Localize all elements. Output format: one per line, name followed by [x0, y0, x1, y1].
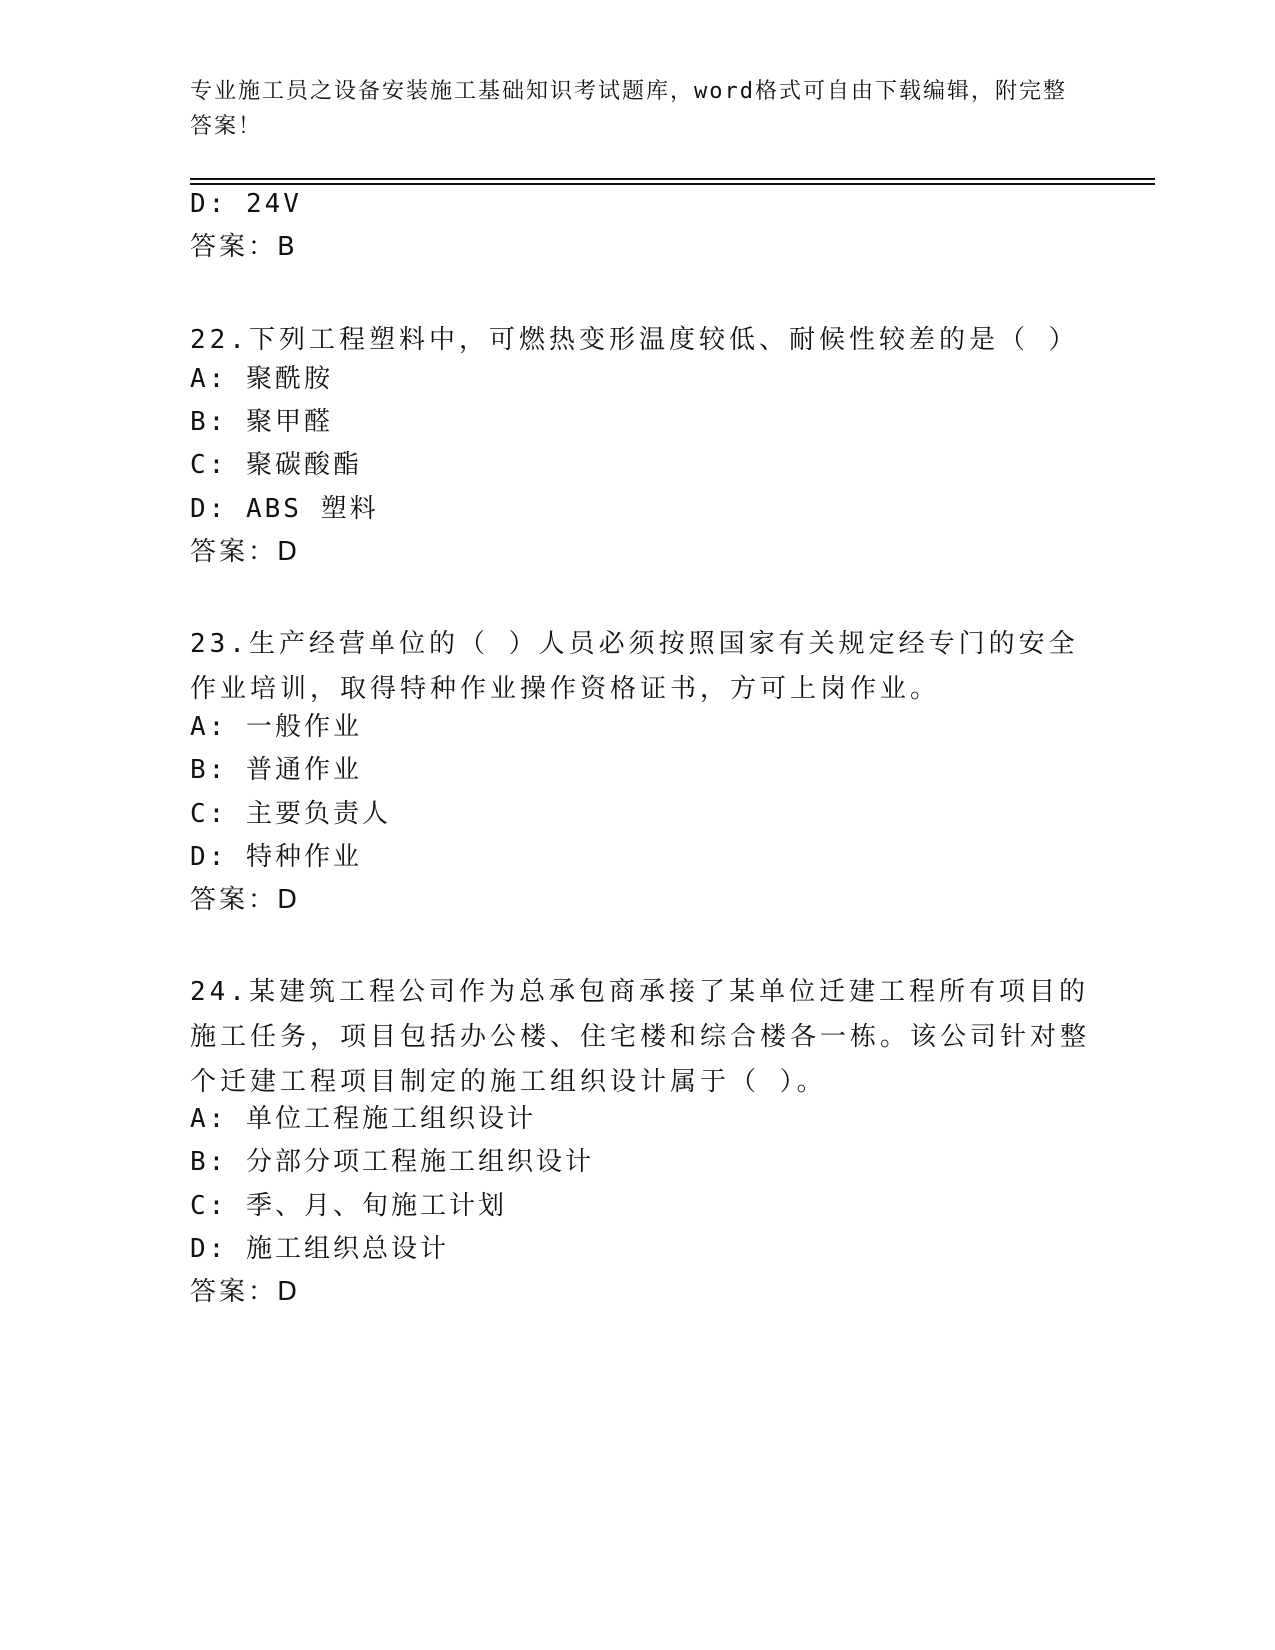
header-divider-top	[190, 178, 1155, 180]
option-a: A: 一般作业	[190, 712, 362, 742]
option-c: C: 聚碳酸酯	[190, 450, 362, 480]
option-a: A: 聚酰胺	[190, 364, 333, 394]
option-a: A: 单位工程施工组织设计	[190, 1104, 536, 1134]
option-d: D: ABS 塑料	[190, 494, 379, 524]
option-b: B: 分部分项工程施工组织设计	[190, 1147, 594, 1177]
option-d: D: 施工组织总设计	[190, 1234, 449, 1264]
header-divider-bottom	[190, 183, 1155, 185]
option-c: C: 主要负责人	[190, 799, 391, 829]
question-stem: 23.生产经营单位的（ ）人员必须按照国家有关规定经专门的安全作业培训，取得特种作业操作资格证书，方可上岗作业。	[190, 629, 1079, 704]
option-b: B: 聚甲醛	[190, 407, 333, 437]
question-stem: 22.下列工程塑料中，可燃热变形温度较低、耐候性较差的是（ ）	[190, 325, 1079, 355]
answer: 答案：D	[190, 885, 301, 915]
answer: 答案：D	[190, 1277, 301, 1307]
option-d: D: 特种作业	[190, 842, 362, 872]
option-c: C: 季、月、旬施工计划	[190, 1191, 507, 1221]
answer: 答案：D	[190, 537, 301, 567]
question-stem: 24.某建筑工程公司作为总承包商承接了某单位迁建工程所有项目的施工任务，项目包括办公楼、住宅楼和综合楼各一栋。该公司针对整个迁建工程项目制定的施工组织设计属于（ ）。	[190, 977, 1091, 1097]
prev-option-d: D: 24V	[190, 189, 302, 219]
option-b: B: 普通作业	[190, 755, 362, 785]
prev-answer: 答案：B	[190, 232, 298, 262]
page-header: 专业施工员之设备安装施工基础知识考试题库，word格式可自由下载编辑，附完整答案！	[190, 79, 1067, 139]
